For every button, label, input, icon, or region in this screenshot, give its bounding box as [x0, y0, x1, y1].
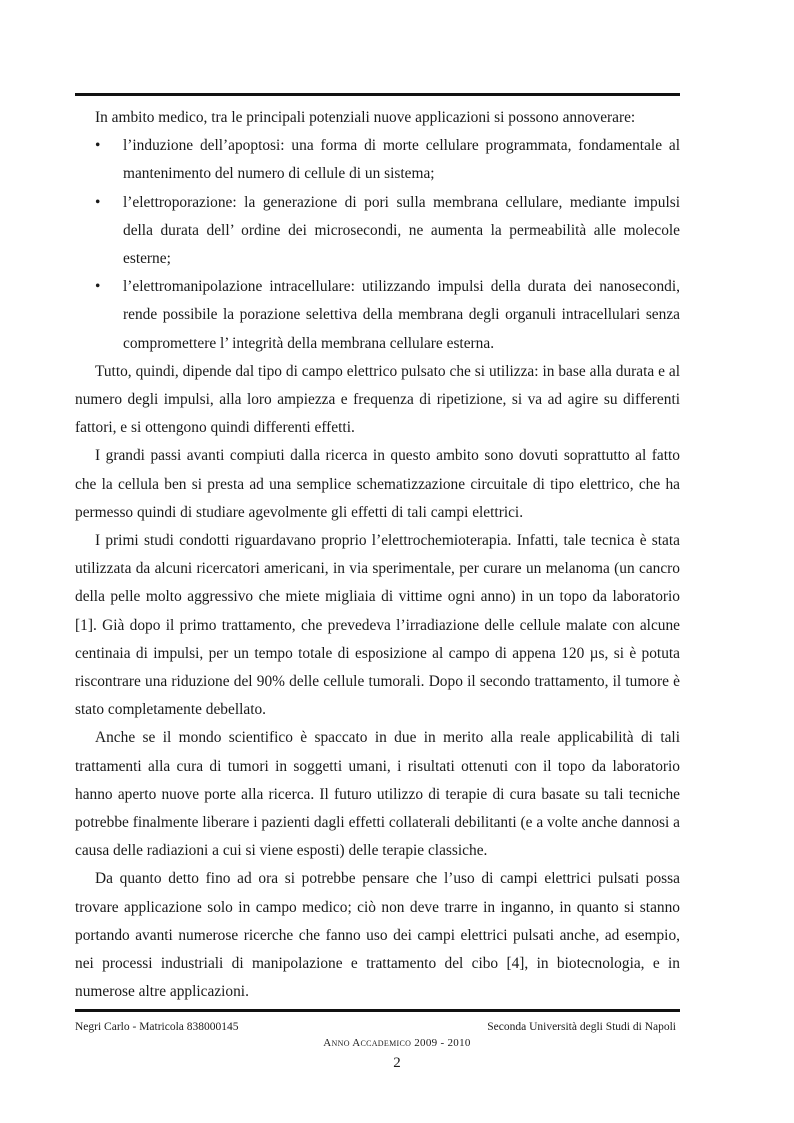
header-rule	[75, 93, 680, 96]
list-item: • l’elettromanipolazione intracellulare: utilizzando impulsi della durata dei nanosecondi, rende possibile la porazione selettiva della membrana degli organuli intracellulari senza compromettere l’ integrità della membrana cellulare esterna.	[123, 273, 680, 358]
body-paragraph: Anche se il mondo scientifico è spaccato in due in merito alla reale applicabilità di tali trattamenti alla cura di tumori in soggetti umani, i risultati ottenuti con il topo da laboratorio hanno aperto nuove porte alla ricerca. Il futuro utilizzo di terapie di cura basate su tali tecniche potrebbe finalmente liberare i pazienti dagli effetti collaterali debilitanti (e a volte anche dannosi a causa delle radiazioni a cui si viene esposti) delle terapie classiche.	[75, 729, 680, 860]
body-paragraph: Tutto, quindi, dipende dal tipo di campo elettrico pulsato che si utilizza: in base alla durata e al numero degli impulsi, alla loro ampiezza e frequenza di ripetizione, si va ad agire su differenti fattori, e si ottengono quindi differenti effetti.	[75, 362, 680, 437]
footer-university: Seconda Università degli Studi di Napoli	[487, 1021, 676, 1033]
intro-paragraph: In ambito medico, tra le principali potenziali nuove applicazioni si possono annoverare:	[95, 109, 636, 126]
list-item: • l’induzione dell’apoptosi: una forma di morte cellulare programmata, fondamentale al mantenimento del numero di cellule di un sistema;	[123, 132, 680, 188]
footer-rule	[75, 1009, 680, 1012]
body-paragraph: I grandi passi avanti compiuti dalla ricerca in questo ambito sono dovuti soprattutto al fatto che la cellula ben si presta ad una semplice schematizzazione circuitale di tipo elettrico, che ha permesso quindi di studiare agevolmente gli effetti di tali campi elettrici.	[75, 447, 680, 521]
footer-author: Negri Carlo - Matricola 838000145	[75, 1021, 239, 1033]
footer-academic-year: Anno Accademico 2009 - 2010	[323, 1037, 471, 1049]
body-paragraph: Da quanto detto fino ad ora si potrebbe pensare che l’uso di campi elettrici pulsati possa trovare applicazione solo in campo medico; ciò non deve trarre in inganno, in quanto si stanno portando avanti numerose ricerche che fanno uso dei campi elettrici pulsati anche, ad esempio, nei processi industriali di manipolazione e trattamento del cibo [4], in biotecnologia, e in numerose altre applicazioni.	[75, 870, 680, 1001]
page-body	[75, 104, 680, 1007]
page-number: 2	[393, 1055, 401, 1071]
body-paragraph: I primi studi condotti riguardavano proprio l’elettrochemioterapia. Infatti, tale tecnica è stata utilizzata da alcuni ricercatori americani, in via sperimentale, per curare un melanoma (un cancro della pelle molto aggressivo che miete migliaia di vittime ogni anno) in un topo da laboratorio [1]. Già dopo il primo trattamento, che prevedeva l’irradiazione delle cellule malate con alcune centinaia di impulsi, per un tempo totale di esposizione al campo di appena 120 µs, si è potuta riscontrare una riduzione del 90% delle cellule tumorali. Dopo il secondo trattamento, il tumore è stato completamente debellato.	[75, 532, 680, 719]
list-item: • l’elettroporazione: la generazione di pori sulla membrana cellulare, mediante impulsi della durata dell’ ordine dei microsecondi, ne aumenta la permeabilità alle molecole esterne;	[123, 189, 680, 274]
applications-list	[75, 132, 680, 358]
